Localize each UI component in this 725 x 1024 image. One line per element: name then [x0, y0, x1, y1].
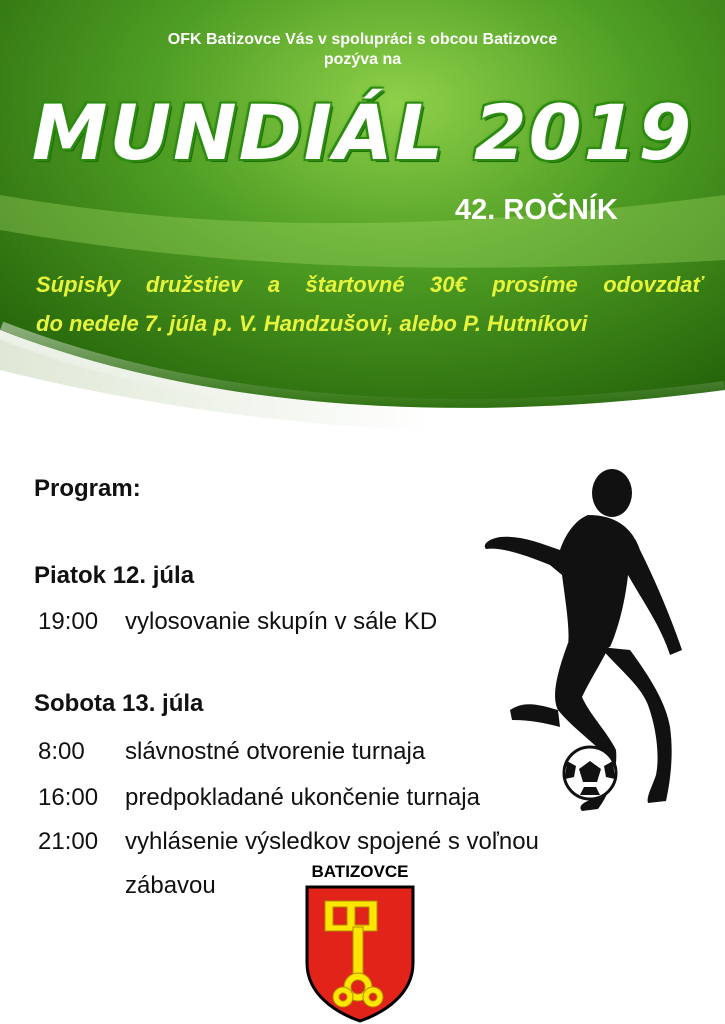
- event-time: 21:00: [38, 828, 99, 855]
- event-description: predpokladané ukončenie turnaja: [125, 784, 480, 811]
- football-player-silhouette: [470, 465, 710, 825]
- event-description: vylosovanie skupín v sále KD: [125, 608, 438, 635]
- notice-line-1: Súpisky družstiev a štartovné 30€ prosíme odovzdať: [36, 272, 703, 297]
- program-heading: Program:: [34, 475, 141, 502]
- event-description: vyhlásenie výsledkov spojené s voľnou: [125, 828, 539, 855]
- event-description-continued: zábavou: [125, 872, 216, 899]
- batizovce-coat-of-arms: [303, 883, 417, 1023]
- crest-label: BATIZOVCE: [311, 862, 409, 881]
- event-title: MUNDIÁL 2019: [31, 88, 694, 177]
- soccer-ball-icon: [564, 747, 616, 799]
- event-time: 16:00: [38, 784, 99, 811]
- event-time: 8:00: [38, 738, 85, 765]
- notice-line-2: do nedele 7. júla p. V. Handzušovi, alebo P. Hutníkovi: [36, 311, 588, 336]
- edition-label: 42. ROČNÍK: [455, 194, 618, 226]
- intro-line: OFK Batizovce Vás v spolupráci s obcou Batizovce: [167, 31, 558, 48]
- day-heading: Sobota 13. júla: [34, 690, 204, 717]
- day-heading: Piatok 12. júla: [34, 562, 195, 589]
- event-time: 19:00: [38, 608, 99, 635]
- event-description: slávnostné otvorenie turnaja: [125, 738, 426, 765]
- intro-line: pozýva na: [323, 51, 402, 68]
